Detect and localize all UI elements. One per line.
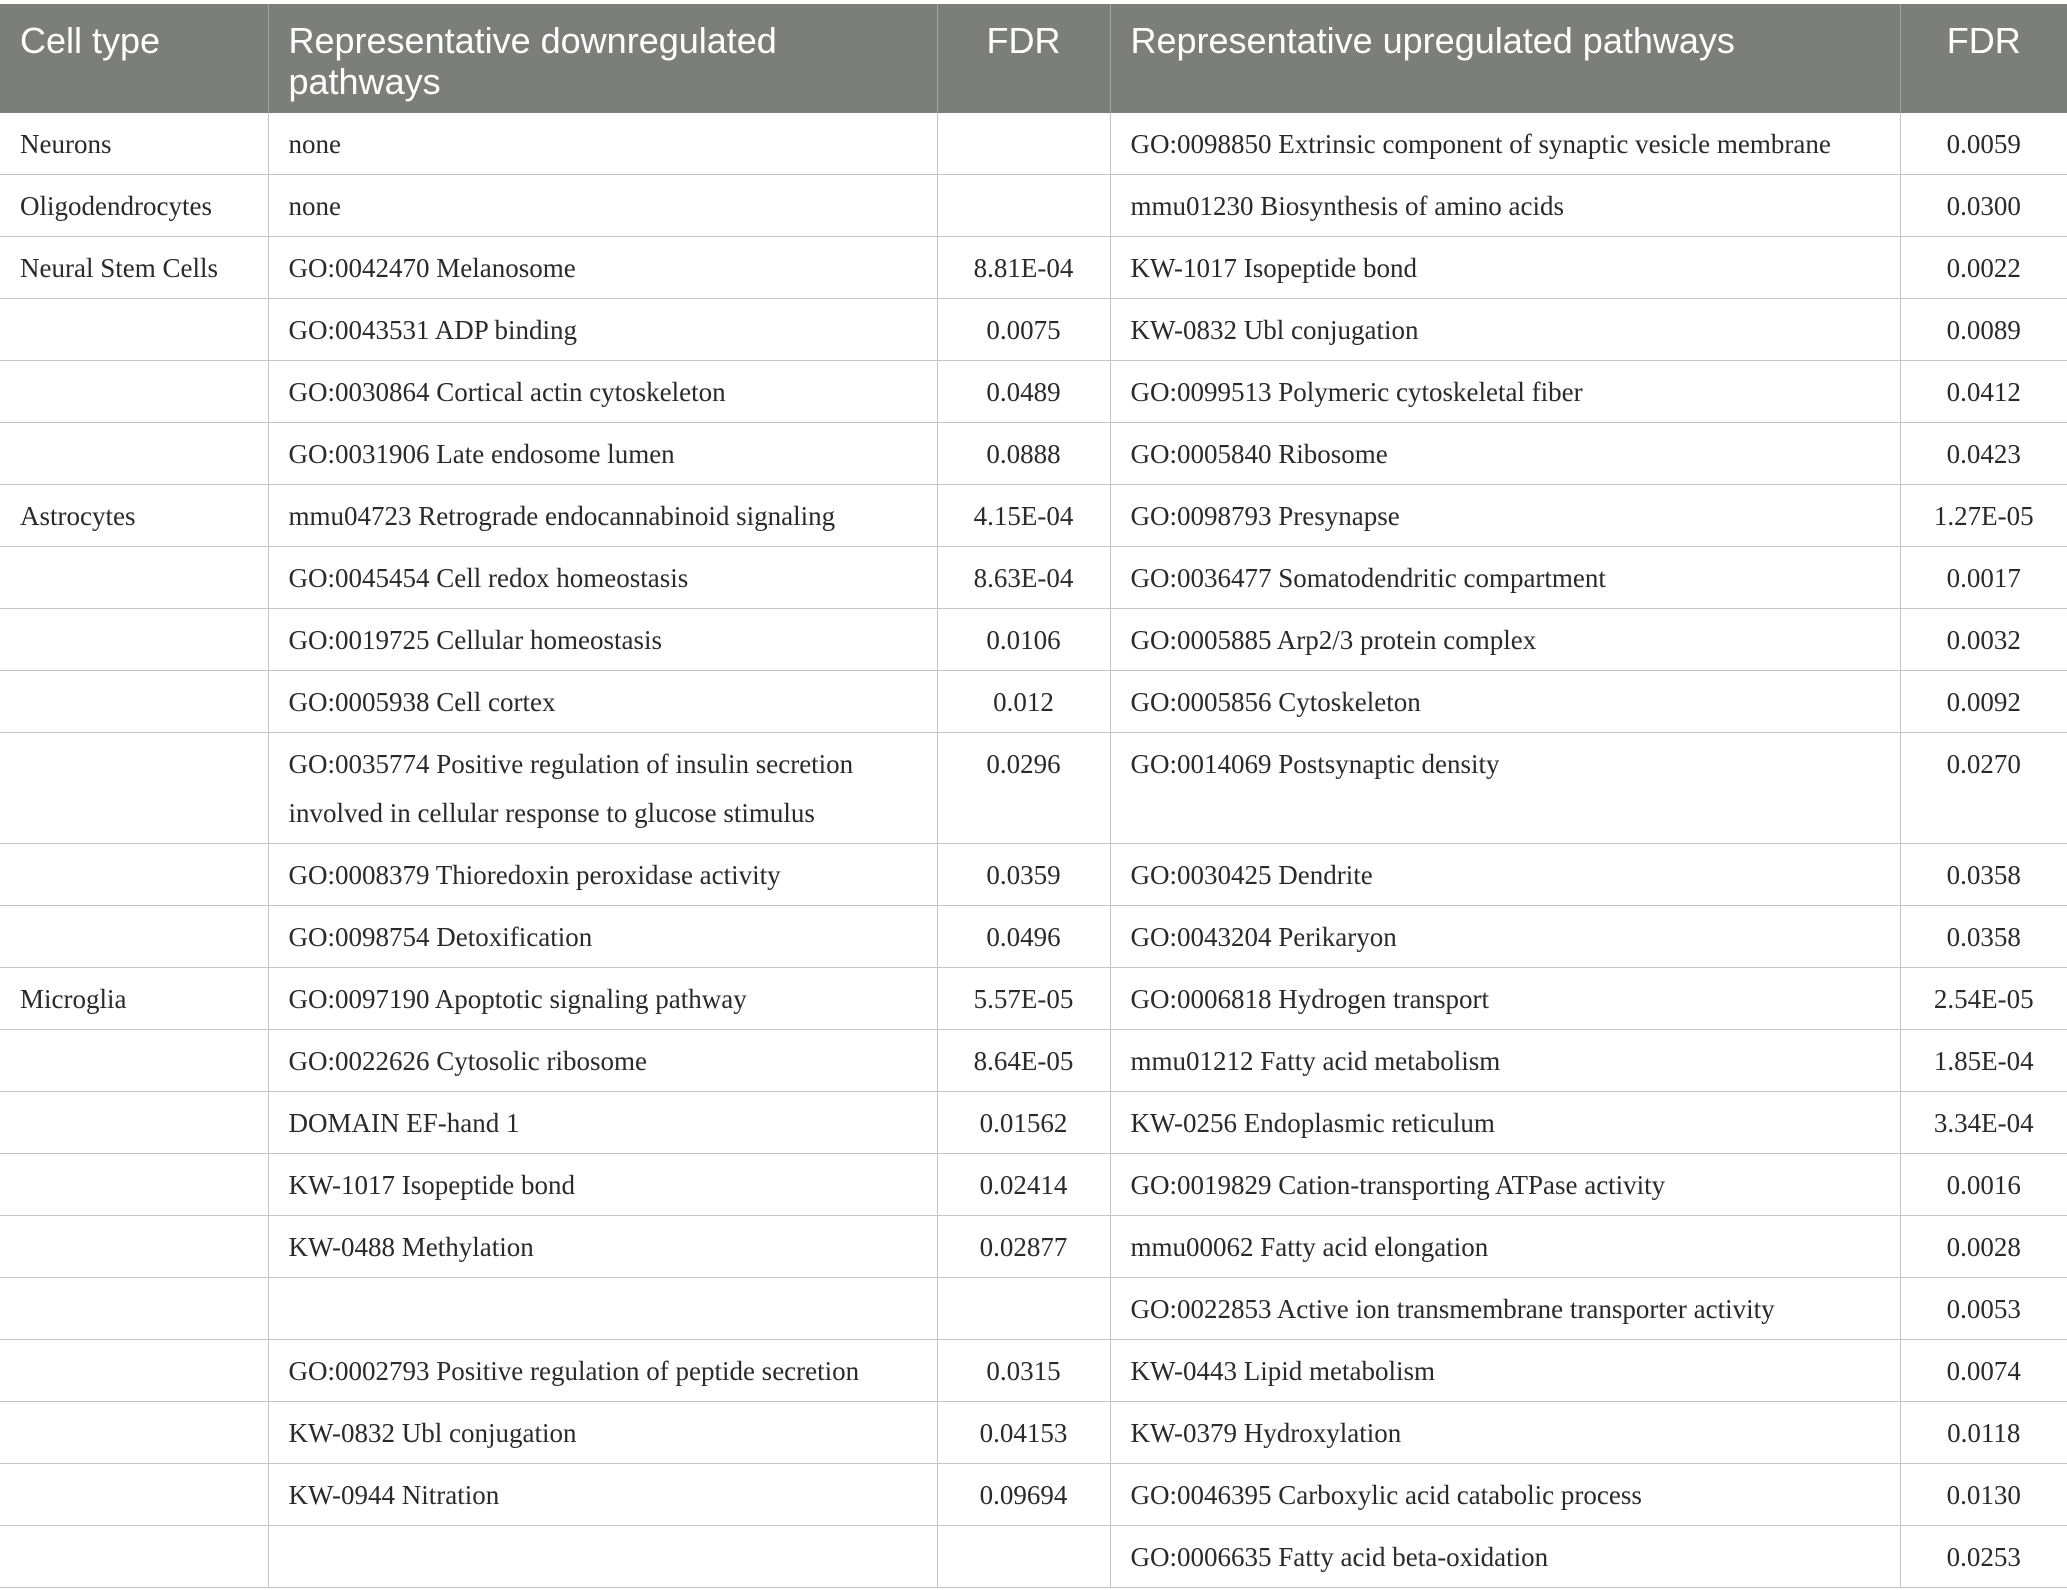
cell-type-cell: [0, 423, 268, 485]
up-pathway-cell: GO:0006635 Fatty acid beta-oxidation: [1110, 1526, 1900, 1588]
cell-type-cell: [0, 733, 268, 844]
cell-type-cell: Astrocytes: [0, 485, 268, 547]
pathway-table-container: [0, 4, 2067, 1588]
table-row: [0, 361, 2067, 423]
table-row: [0, 423, 2067, 485]
down-fdr-cell: 0.04153: [937, 1402, 1110, 1464]
table-row: [0, 1030, 2067, 1092]
table-row: [0, 844, 2067, 906]
down-pathway-cell: GO:0030864 Cortical actin cytoskeleton: [268, 361, 937, 423]
down-fdr-cell: 0.09694: [937, 1464, 1110, 1526]
down-pathway-cell: [268, 1526, 937, 1588]
up-pathway-cell: GO:0098850 Extrinsic component of synaptic vesicle membrane: [1110, 113, 1900, 175]
down-pathway-cell: GO:0005938 Cell cortex: [268, 671, 937, 733]
down-pathway-cell: GO:0097190 Apoptotic signaling pathway: [268, 968, 937, 1030]
down-fdr-cell: 0.0489: [937, 361, 1110, 423]
up-pathway-cell: GO:0022853 Active ion transmembrane transporter activity: [1110, 1278, 1900, 1340]
table-row: [0, 299, 2067, 361]
down-pathway-cell: GO:0035774 Positive regulation of insulin secretion involved in cellular response to glucose stimulus: [268, 733, 937, 844]
down-pathway-cell: none: [268, 113, 937, 175]
up-pathway-cell: mmu00062 Fatty acid elongation: [1110, 1216, 1900, 1278]
down-fdr-cell: 0.0296: [937, 733, 1110, 844]
table-row: [0, 1092, 2067, 1154]
down-fdr-cell: 0.0315: [937, 1340, 1110, 1402]
down-fdr-cell: 0.0106: [937, 609, 1110, 671]
table-row: [0, 609, 2067, 671]
up-pathway-cell: GO:0046395 Carboxylic acid catabolic process: [1110, 1464, 1900, 1526]
down-pathway-cell: [268, 1278, 937, 1340]
table-body: [0, 113, 2067, 1588]
up-fdr-cell: 0.0300: [1900, 175, 2067, 237]
down-pathway-cell: GO:0043531 ADP binding: [268, 299, 937, 361]
up-pathway-cell: GO:0005856 Cytoskeleton: [1110, 671, 1900, 733]
table-row: [0, 547, 2067, 609]
cell-type-cell: [0, 1154, 268, 1216]
down-fdr-cell: 0.0075: [937, 299, 1110, 361]
cell-type-cell: Oligodendrocytes: [0, 175, 268, 237]
up-pathway-cell: GO:0030425 Dendrite: [1110, 844, 1900, 906]
up-fdr-cell: 0.0412: [1900, 361, 2067, 423]
down-pathway-cell: KW-0488 Methylation: [268, 1216, 937, 1278]
table-row: [0, 906, 2067, 968]
down-pathway-cell: GO:0019725 Cellular homeostasis: [268, 609, 937, 671]
cell-type-cell: [0, 671, 268, 733]
up-fdr-cell: 1.85E-04: [1900, 1030, 2067, 1092]
down-fdr-cell: 0.012: [937, 671, 1110, 733]
table-row: [0, 1526, 2067, 1588]
down-fdr-cell: 0.01562: [937, 1092, 1110, 1154]
header-up-fdr: FDR: [1900, 4, 2067, 113]
up-fdr-cell: 0.0059: [1900, 113, 2067, 175]
down-fdr-cell: 8.81E-04: [937, 237, 1110, 299]
up-pathway-cell: GO:0098793 Presynapse: [1110, 485, 1900, 547]
cell-type-cell: [0, 361, 268, 423]
table-row: [0, 968, 2067, 1030]
cell-type-cell: [0, 1464, 268, 1526]
up-fdr-cell: 0.0089: [1900, 299, 2067, 361]
cell-type-cell: [0, 1278, 268, 1340]
table-row: [0, 1154, 2067, 1216]
down-fdr-cell: 4.15E-04: [937, 485, 1110, 547]
up-fdr-cell: 0.0028: [1900, 1216, 2067, 1278]
up-fdr-cell: 2.54E-05: [1900, 968, 2067, 1030]
down-pathway-cell: GO:0098754 Detoxification: [268, 906, 937, 968]
down-fdr-cell: [937, 1526, 1110, 1588]
down-pathway-cell: GO:0042470 Melanosome: [268, 237, 937, 299]
table-row: [0, 175, 2067, 237]
up-pathway-cell: GO:0043204 Perikaryon: [1110, 906, 1900, 968]
down-pathway-cell: KW-0832 Ubl conjugation: [268, 1402, 937, 1464]
header-up-pathways: Representative upregulated pathways: [1110, 4, 1900, 113]
table-row: [0, 1216, 2067, 1278]
down-pathway-cell: GO:0002793 Positive regulation of peptide secretion: [268, 1340, 937, 1402]
down-fdr-cell: 8.64E-05: [937, 1030, 1110, 1092]
cell-type-cell: [0, 1092, 268, 1154]
up-pathway-cell: KW-0443 Lipid metabolism: [1110, 1340, 1900, 1402]
up-pathway-cell: GO:0005885 Arp2/3 protein complex: [1110, 609, 1900, 671]
table-header: [0, 4, 2067, 113]
down-pathway-cell: DOMAIN EF-hand 1: [268, 1092, 937, 1154]
cell-type-cell: [0, 299, 268, 361]
cell-type-cell: [0, 547, 268, 609]
pathway-table: [0, 4, 2067, 1588]
up-pathway-cell: GO:0014069 Postsynaptic density: [1110, 733, 1900, 844]
header-cell-type: Cell type: [0, 4, 268, 113]
down-pathway-cell: KW-0944 Nitration: [268, 1464, 937, 1526]
table-row: [0, 485, 2067, 547]
table-row: [0, 671, 2067, 733]
up-fdr-cell: 0.0423: [1900, 423, 2067, 485]
cell-type-cell: Microglia: [0, 968, 268, 1030]
table-row: [0, 1278, 2067, 1340]
down-fdr-cell: [937, 175, 1110, 237]
cell-type-cell: [0, 1402, 268, 1464]
up-fdr-cell: 0.0358: [1900, 844, 2067, 906]
up-pathway-cell: GO:0005840 Ribosome: [1110, 423, 1900, 485]
up-fdr-cell: 1.27E-05: [1900, 485, 2067, 547]
header-row: [0, 4, 2067, 113]
header-down-pathways: Representative downregulated pathways: [268, 4, 937, 113]
up-fdr-cell: 0.0032: [1900, 609, 2067, 671]
down-fdr-cell: [937, 1278, 1110, 1340]
up-fdr-cell: 0.0074: [1900, 1340, 2067, 1402]
cell-type-cell: [0, 906, 268, 968]
down-pathway-cell: mmu04723 Retrograde endocannabinoid signaling: [268, 485, 937, 547]
table-row: [0, 113, 2067, 175]
cell-type-cell: [0, 1340, 268, 1402]
up-fdr-cell: 0.0118: [1900, 1402, 2067, 1464]
cell-type-cell: [0, 1526, 268, 1588]
up-pathway-cell: GO:0099513 Polymeric cytoskeletal fiber: [1110, 361, 1900, 423]
up-pathway-cell: KW-1017 Isopeptide bond: [1110, 237, 1900, 299]
up-fdr-cell: 0.0253: [1900, 1526, 2067, 1588]
up-fdr-cell: 3.34E-04: [1900, 1092, 2067, 1154]
down-pathway-cell: GO:0045454 Cell redox homeostasis: [268, 547, 937, 609]
up-pathway-cell: KW-0832 Ubl conjugation: [1110, 299, 1900, 361]
down-fdr-cell: 0.02877: [937, 1216, 1110, 1278]
header-down-fdr: FDR: [937, 4, 1110, 113]
up-pathway-cell: GO:0019829 Cation-transporting ATPase activity: [1110, 1154, 1900, 1216]
down-fdr-cell: 5.57E-05: [937, 968, 1110, 1030]
down-pathway-cell: KW-1017 Isopeptide bond: [268, 1154, 937, 1216]
up-pathway-cell: KW-0256 Endoplasmic reticulum: [1110, 1092, 1900, 1154]
up-fdr-cell: 0.0016: [1900, 1154, 2067, 1216]
up-fdr-cell: 0.0092: [1900, 671, 2067, 733]
up-pathway-cell: mmu01212 Fatty acid metabolism: [1110, 1030, 1900, 1092]
down-fdr-cell: 0.0496: [937, 906, 1110, 968]
cell-type-cell: [0, 844, 268, 906]
cell-type-cell: [0, 609, 268, 671]
table-row: [0, 1402, 2067, 1464]
cell-type-cell: [0, 1216, 268, 1278]
up-pathway-cell: GO:0006818 Hydrogen transport: [1110, 968, 1900, 1030]
up-fdr-cell: 0.0017: [1900, 547, 2067, 609]
down-pathway-cell: none: [268, 175, 937, 237]
down-fdr-cell: 0.02414: [937, 1154, 1110, 1216]
table-row: [0, 1340, 2067, 1402]
table-row: [0, 237, 2067, 299]
up-pathway-cell: KW-0379 Hydroxylation: [1110, 1402, 1900, 1464]
down-fdr-cell: 8.63E-04: [937, 547, 1110, 609]
down-pathway-cell: GO:0022626 Cytosolic ribosome: [268, 1030, 937, 1092]
up-fdr-cell: 0.0358: [1900, 906, 2067, 968]
down-fdr-cell: 0.0888: [937, 423, 1110, 485]
cell-type-cell: Neural Stem Cells: [0, 237, 268, 299]
up-pathway-cell: mmu01230 Biosynthesis of amino acids: [1110, 175, 1900, 237]
up-fdr-cell: 0.0022: [1900, 237, 2067, 299]
down-fdr-cell: [937, 113, 1110, 175]
up-fdr-cell: 0.0053: [1900, 1278, 2067, 1340]
cell-type-cell: Neurons: [0, 113, 268, 175]
table-row: [0, 733, 2067, 844]
cell-type-cell: [0, 1030, 268, 1092]
down-fdr-cell: 0.0359: [937, 844, 1110, 906]
table-row: [0, 1464, 2067, 1526]
up-pathway-cell: GO:0036477 Somatodendritic compartment: [1110, 547, 1900, 609]
down-pathway-cell: GO:0008379 Thioredoxin peroxidase activity: [268, 844, 937, 906]
down-pathway-cell: GO:0031906 Late endosome lumen: [268, 423, 937, 485]
up-fdr-cell: 0.0270: [1900, 733, 2067, 844]
up-fdr-cell: 0.0130: [1900, 1464, 2067, 1526]
